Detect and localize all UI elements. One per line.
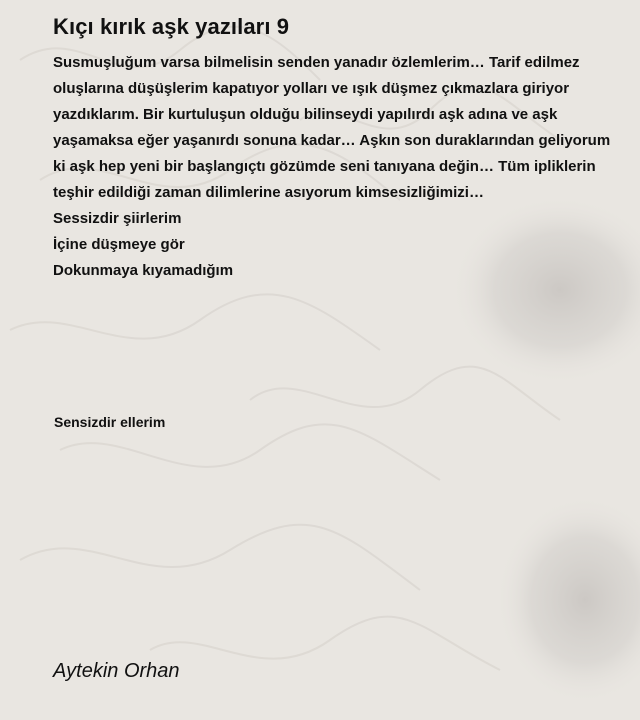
poem-line: Dokunmaya kıyamadığım (53, 262, 234, 279)
poem-paragraph: Susmuşluğum varsa bilmelisin senden yanadır özlemlerim… Tarif edilmez oluşlarına düşüşlerim kapatıyor yolları ve ışık düşmez çıkmazlara giriyor yazdıklarım. Bir kurtuluşun olduğu bilinseydi yapılırdı aşk adına ve aşk yaşamaksa eğer yaşanırdı sonuna kadar… Aşkın son duraklarından geliyorum ki aşk hep yeni bir başlangıçtı gözümde seni tanıyana değin… Tüm ipliklerin teşhir edildiği zaman dilimlerine asıyorum kimsesizliğimizi… (53, 54, 611, 201)
poem-line-stanza2: Sensizdir ellerim (54, 414, 166, 430)
poem-line: Sessizdir şiirlerim (53, 210, 182, 227)
poem-line: İçine düşmeye gör (53, 236, 185, 253)
author-name: Aytekin Orhan (53, 660, 180, 682)
poem-container (53, 10, 623, 284)
poem-title: Kıçı kırık aşk yazıları 9 (53, 14, 290, 39)
